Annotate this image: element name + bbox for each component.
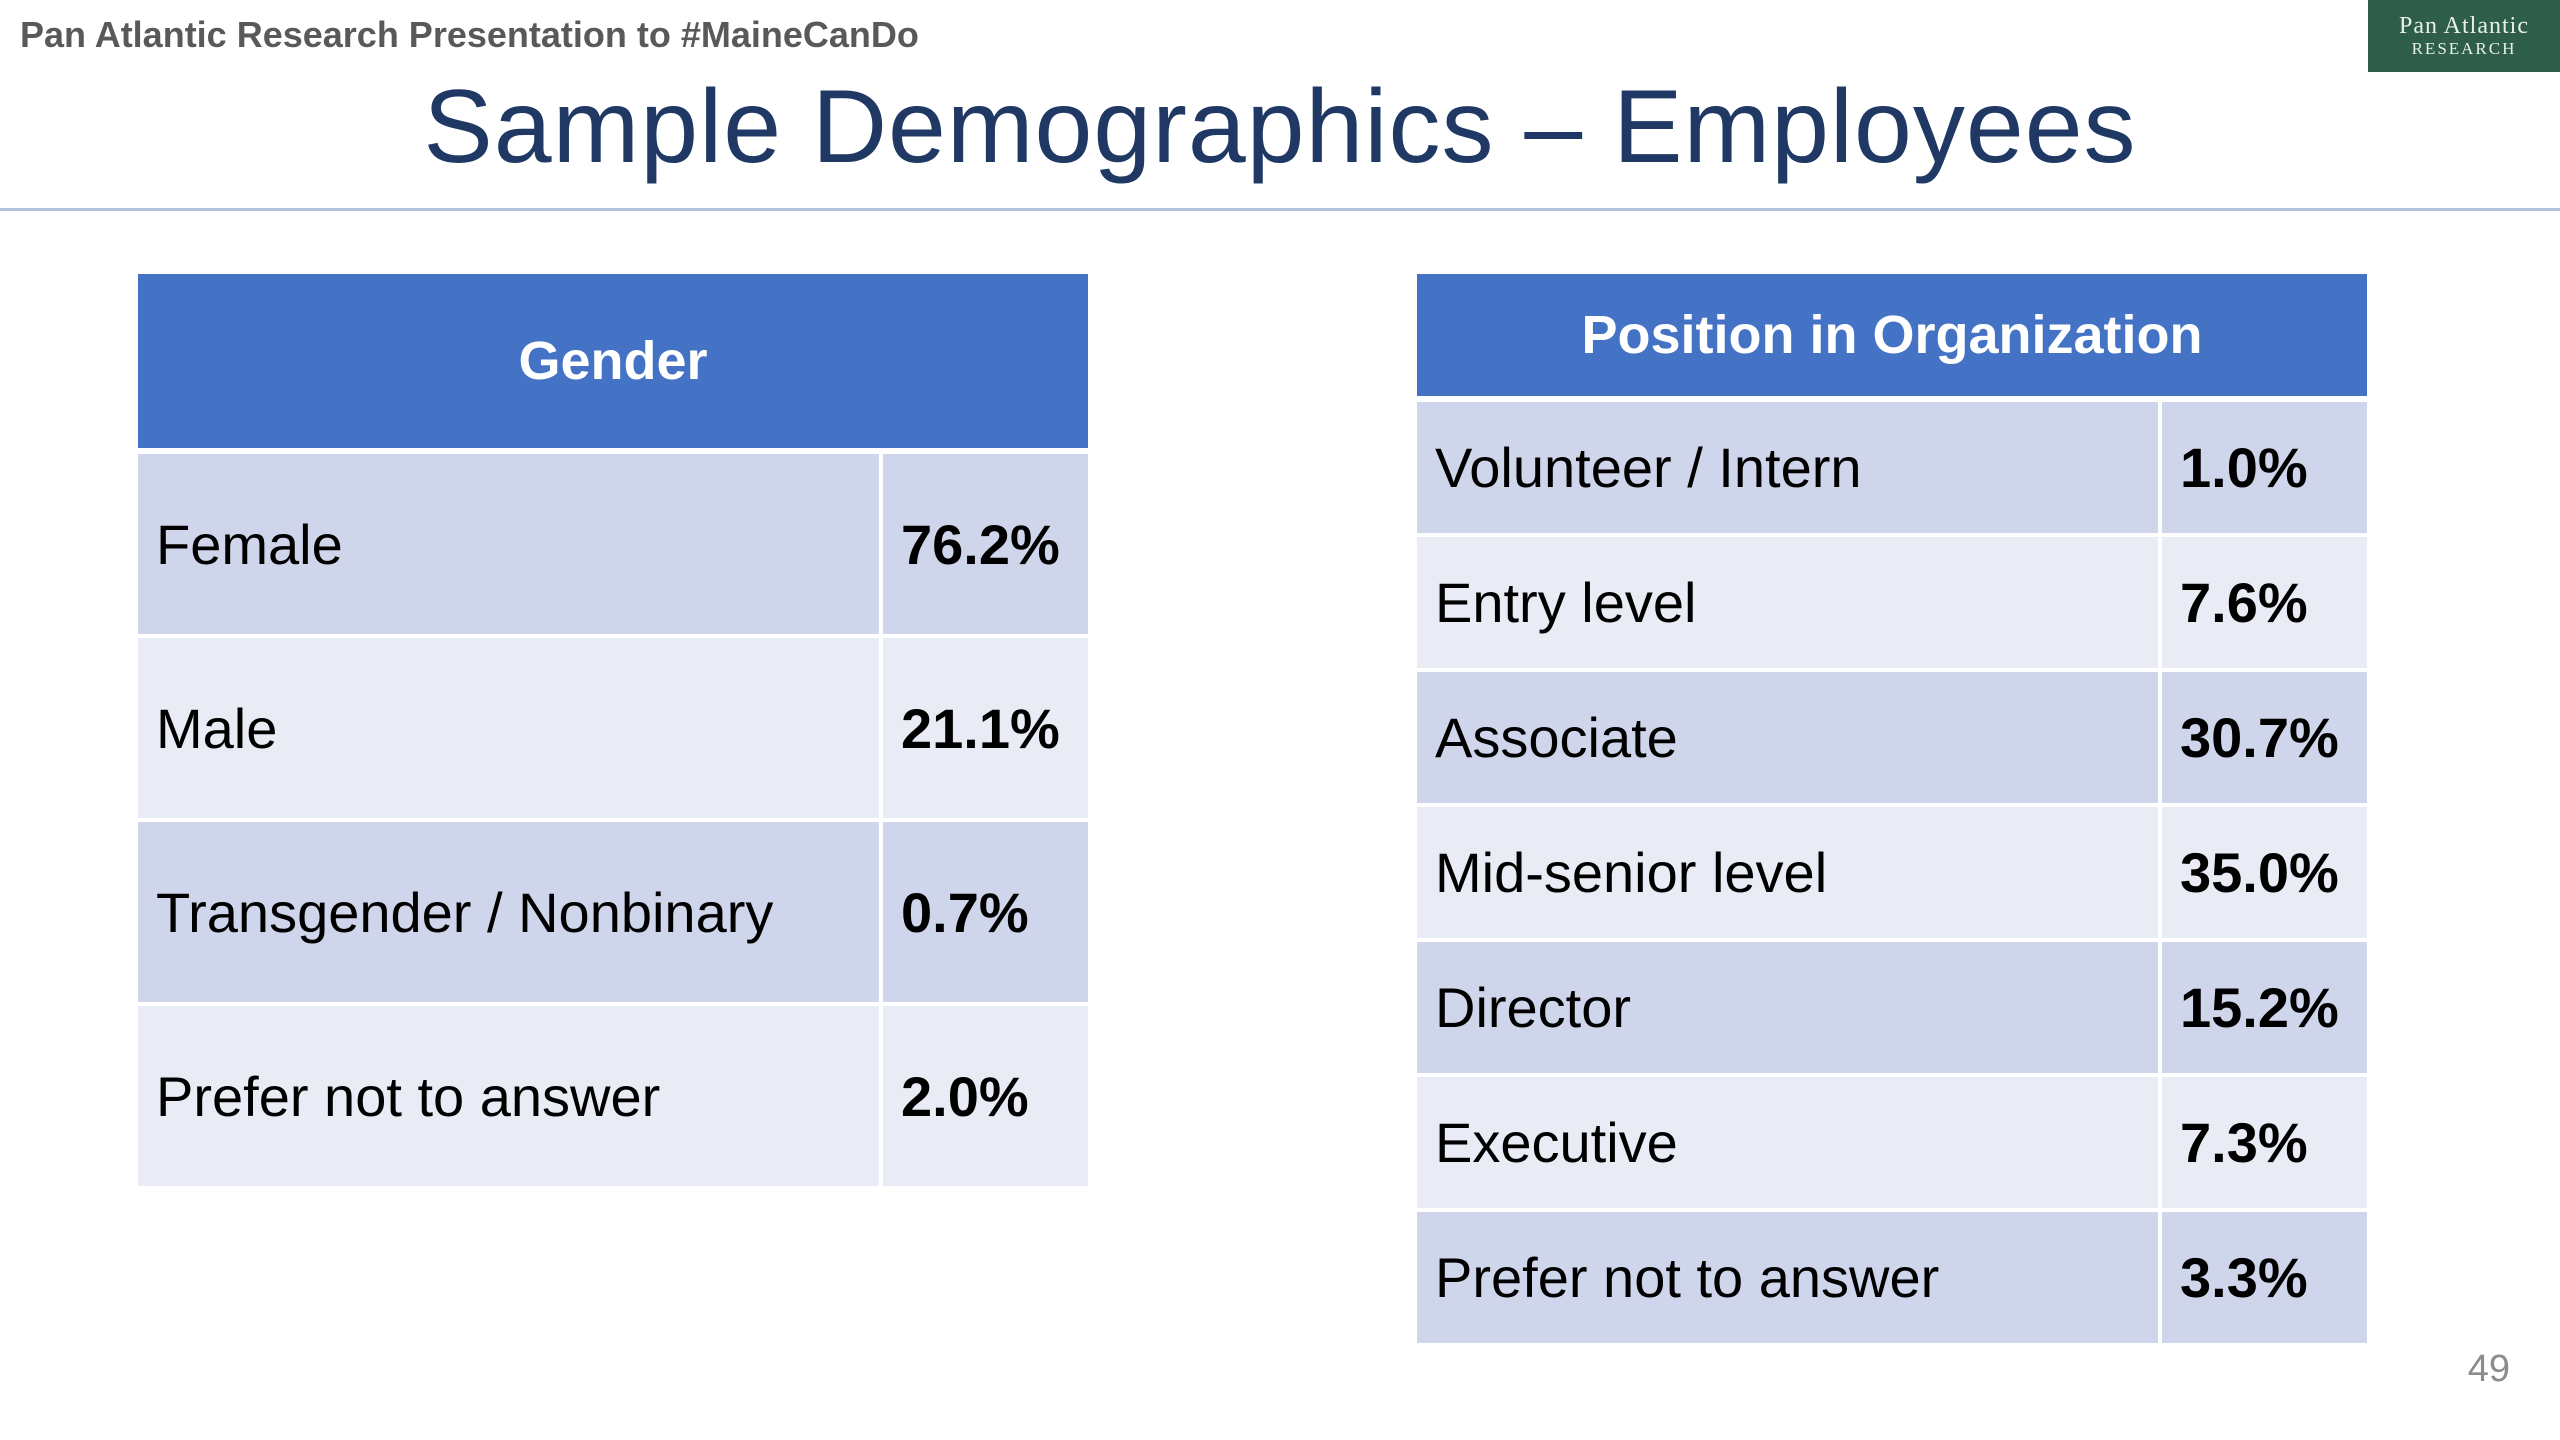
position-table-header: Position in Organization [1417, 274, 2367, 402]
row-value: 0.7% [883, 822, 1088, 1006]
row-label: Entry level [1417, 537, 2162, 672]
table-row [1417, 807, 2367, 942]
gender-table [138, 274, 1088, 1190]
table-row [1417, 537, 2367, 672]
row-value: 2.0% [883, 1006, 1088, 1190]
row-label: Volunteer / Intern [1417, 402, 2162, 537]
logo-line-2: RESEARCH [2411, 38, 2517, 58]
row-value: 1.0% [2162, 402, 2367, 537]
row-label: Male [138, 638, 883, 822]
table-row [138, 822, 1088, 1006]
row-value: 15.2% [2162, 942, 2367, 1077]
gender-table-header: Gender [138, 274, 1088, 454]
pan-atlantic-logo [2368, 0, 2560, 72]
table-row [138, 454, 1088, 638]
row-value: 21.1% [883, 638, 1088, 822]
table-row [1417, 942, 2367, 1077]
title-divider [0, 208, 2560, 211]
row-value: 76.2% [883, 454, 1088, 638]
row-label: Transgender / Nonbinary [138, 822, 883, 1006]
row-label: Prefer not to answer [1417, 1212, 2162, 1347]
logo-line-1: Pan Atlantic [2399, 13, 2529, 40]
table-row [1417, 1077, 2367, 1212]
table-row [1417, 672, 2367, 807]
row-label: Female [138, 454, 883, 638]
row-value: 3.3% [2162, 1212, 2367, 1347]
row-label: Prefer not to answer [138, 1006, 883, 1190]
position-table [1417, 274, 2367, 1347]
row-value: 35.0% [2162, 807, 2367, 942]
presenter-header: Pan Atlantic Research Presentation to #MaineCanDo [20, 14, 919, 55]
table-row [138, 1006, 1088, 1190]
slide-title: Sample Demographics – Employees [423, 69, 2137, 185]
row-value: 30.7% [2162, 672, 2367, 807]
table-row [138, 638, 1088, 822]
row-value: 7.6% [2162, 537, 2367, 672]
row-label: Mid-senior level [1417, 807, 2162, 942]
table-row [1417, 1212, 2367, 1347]
row-value: 7.3% [2162, 1077, 2367, 1212]
row-label: Associate [1417, 672, 2162, 807]
table-row [1417, 402, 2367, 537]
page-number: 49 [2467, 1348, 2510, 1390]
row-label: Executive [1417, 1077, 2162, 1212]
row-label: Director [1417, 942, 2162, 1077]
